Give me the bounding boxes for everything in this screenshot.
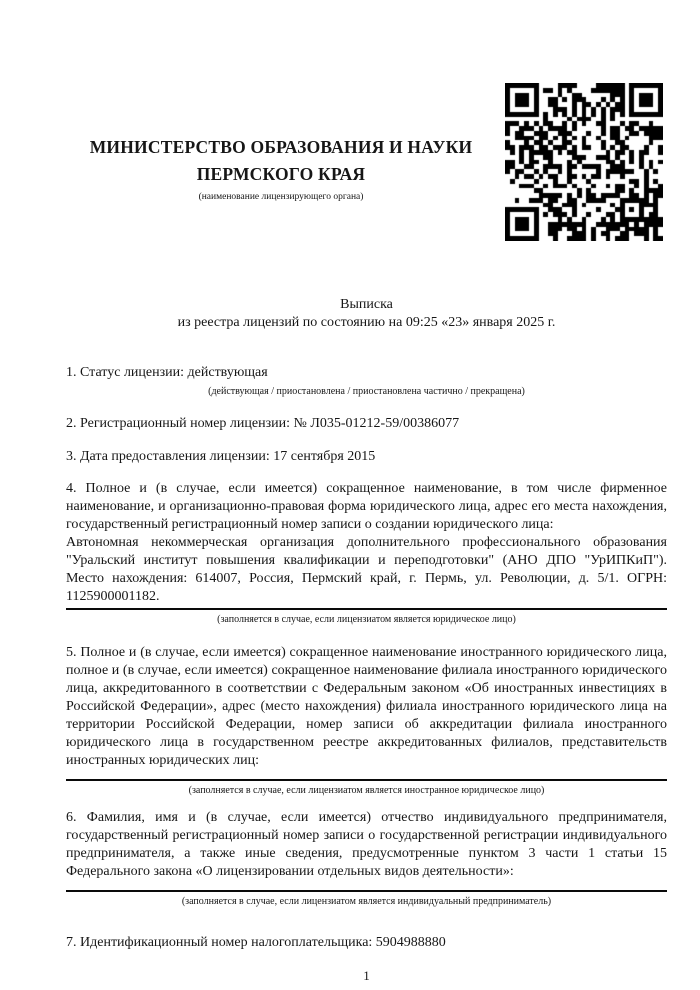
fill-in-line (66, 779, 667, 781)
item-2-registration-number (66, 415, 667, 433)
item-7-text: 7. Идентификационный номер налогоплательщика: 5904988880 (66, 935, 446, 950)
extract-statement (66, 296, 667, 332)
fill-in-line (66, 608, 667, 610)
authority-title-line2: ПЕРМСКОГО КРАЯ (196, 164, 366, 184)
item-5-foreign-entity (66, 644, 667, 797)
extract-subtitle: из реестра лицензий по состоянию на 09:25 «23» января 2025 г. (177, 315, 556, 330)
item-3-license-date (66, 448, 667, 466)
item-4-caption: (заполняется в случае, если лицензиатом является юридическое лицо) (217, 614, 516, 625)
authority-caption: (наименование лицензирующего органа) (198, 192, 364, 202)
item-6-caption: (заполняется в случае, если лицензиатом является индивидуальный предприниматель) (181, 896, 552, 907)
item-4-legal-entity (66, 480, 667, 626)
item-5-caption: (заполняется в случае, если лицензиатом является иностранное юридическое лицо) (188, 785, 545, 796)
fill-in-line (66, 890, 667, 892)
item-6-individual-entrepreneur (66, 809, 667, 908)
item-2-text: 2. Регистрационный номер лицензии: № Л035-01212-59/00386077 (66, 416, 460, 431)
extract-title: Выписка (340, 297, 393, 312)
item-1-license-status (66, 364, 667, 398)
item-1-text: 1. Статус лицензии: действующая (66, 365, 268, 380)
item-6-text: 6. Фамилия, имя и (в случае, если имеется) отчество индивидуального предпринимателя, государственный регистрационный номер записи о государственной регистрации индивидуального предпринимателя, а также иные сведения, предусмотренные пунктом 3 части 1 статьи 15 Федерального закона «О лицензировании отдельных видов деятельности»: (66, 810, 667, 879)
item-3-text: 3. Дата предоставления лицензии: 17 сентября 2015 (66, 449, 376, 464)
item-5-text: 5. Полное и (в случае, если имеется) сокращенное наименование иностранного юридического лица, полное и (в случае, если имеется) сокращенное наименование филиала иностранного юридического лица, аккредитованного в соответствии с Федеральным законом «Об иностранных инвестициях в Российской Федерации», адрес (место нахождения) филиала иностранного юридического лица на территории Российской Федерации, номер записи об аккредитации филиала иностранного юридического лица в государственном реестре аккредитованных филиалов, представительств иностранных юридических лиц: (66, 645, 667, 768)
item-4-value: Автономная некоммерческая организация дополнительного профессионального образования "Уральский институт повышения квалификации и переподготовки" (АНО ДПО "УрИПКиП"). Место нахождения: 614007, Россия, Пермский край, г. Пермь, ул. Революции, д. 5/1. ОГРН: 1125900001182. (66, 535, 667, 604)
item-1-caption: (действующая / приостановлена / приостановлена частично / прекращена) (208, 386, 525, 397)
authority-title-line1: МИНИСТЕРСТВО ОБРАЗОВАНИЯ И НАУКИ (89, 137, 473, 157)
licensing-authority-header (66, 134, 496, 202)
item-7-taxpayer-number (66, 934, 667, 952)
document-content (0, 134, 700, 984)
item-4-text: 4. Полное и (в случае, если имеется) сокращенное наименование, в том числе фирменное наименование, и организационно-правовая форма юридического лица, адрес его места нахождения, государственный регистрационный номер записи о создании юридического лица: (66, 481, 667, 532)
page-number: 1 (363, 968, 370, 983)
